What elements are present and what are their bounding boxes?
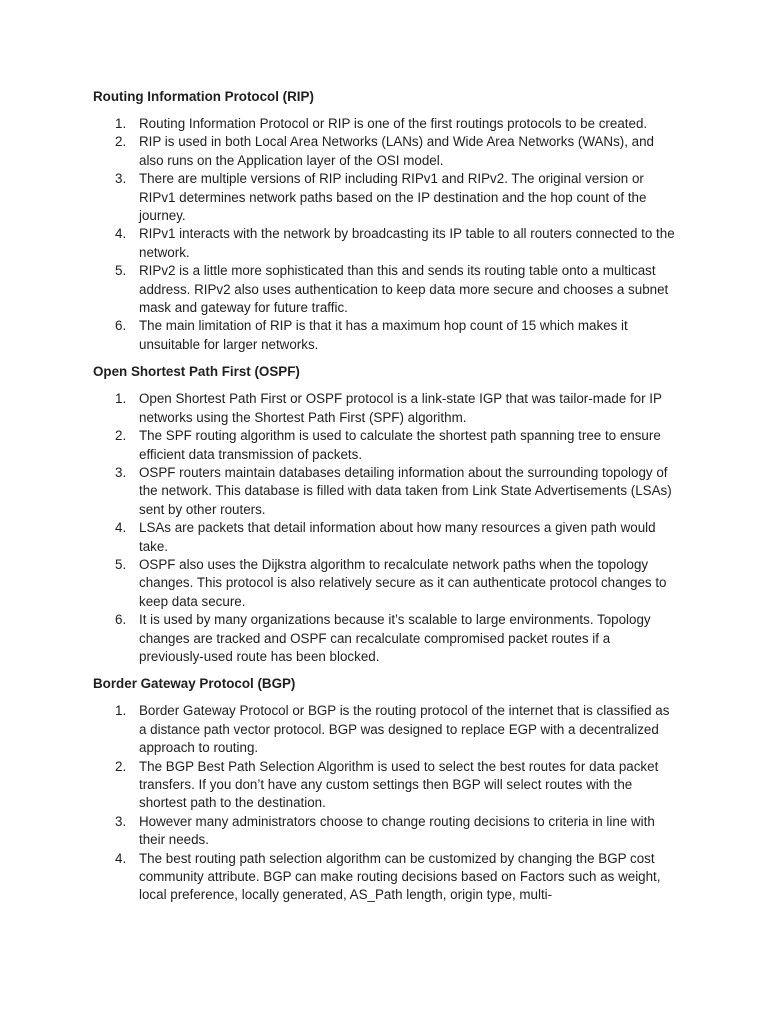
list-number: 2. <box>115 758 127 774</box>
list-item <box>93 262 678 317</box>
list-item <box>93 225 678 262</box>
list-item-text: The best routing path selection algorithm can be customized by changing the BGP cost community attribute. BGP can make routing decisions based on Factors such as weight, local preference, locally generated, AS_Path length, origin type, multi- <box>139 850 661 903</box>
list-item <box>93 519 678 556</box>
list-item-text: OSPF routers maintain databases detailing information about the surrounding topology of the network. This database is filled with data taken from Link State Advertisements (LSAs) sent by other routers. <box>139 464 672 517</box>
list-item-text: Open Shortest Path First or OSPF protocol is a link-state IGP that was tailor-made for IP networks using the Shortest Path First (SPF) algorithm. <box>139 391 662 425</box>
list-item <box>93 850 678 905</box>
section-bgp <box>93 675 678 904</box>
list-item-text: Routing Information Protocol or RIP is one of the first routings protocols to be created. <box>139 116 648 131</box>
list-number: 1. <box>115 703 127 719</box>
section-title: Open Shortest Path First (OSPF) <box>93 364 300 380</box>
list-number: 4. <box>115 226 127 242</box>
list-item-text: The BGP Best Path Selection Algorithm is used to select the best routes for data packet transfers. If you don’t have any custom settings then BGP will select routes with the shortest path to the destination. <box>139 758 659 811</box>
list-item-text: The main limitation of RIP is that it has a maximum hop count of 15 which makes it unsuitable for larger networks. <box>139 318 628 352</box>
list-item <box>93 170 678 225</box>
list-number: 3. <box>115 171 127 187</box>
list-number: 1. <box>115 116 127 131</box>
list-number: 5. <box>115 263 127 279</box>
list-item <box>93 702 678 757</box>
list-number: 6. <box>115 612 127 628</box>
list-item <box>93 317 678 354</box>
list-item-text: The SPF routing algorithm is used to calculate the shortest path spanning tree to ensure efficient data transmission of packets. <box>139 428 661 462</box>
list-item-text: RIPv2 is a little more sophisticated than this and sends its routing table onto a multicast address. RIPv2 also uses authentication to keep data more secure and chooses a subnet mask and gateway for future traffic. <box>139 263 669 316</box>
list-item <box>93 813 678 850</box>
numbered-list <box>93 702 678 904</box>
list-item <box>93 464 678 519</box>
list-number: 3. <box>115 813 127 829</box>
list-item-text: Border Gateway Protocol or BGP is the routing protocol of the internet that is classified as a distance path vector protocol. BGP was designed to replace EGP with a decentralized approach to routing. <box>139 703 670 756</box>
list-item <box>93 758 678 813</box>
list-number: 2. <box>115 134 127 150</box>
list-item-text: There are multiple versions of RIP including RIPv1 and RIPv2. The original version or RIPv1 determines network paths based on the IP destination and the hop count of the journey. <box>139 171 647 224</box>
list-number: 1. <box>115 391 127 407</box>
list-number: 2. <box>115 428 127 444</box>
section-rip <box>93 88 678 354</box>
list-number: 6. <box>115 318 127 334</box>
list-item <box>93 427 678 464</box>
list-number: 4. <box>115 520 127 536</box>
list-number: 3. <box>115 464 127 480</box>
list-item <box>93 611 678 666</box>
section-title: Routing Information Protocol (RIP) <box>93 89 314 104</box>
list-item <box>93 133 678 170</box>
numbered-list <box>93 390 678 666</box>
list-item-text: It is used by many organizations because it’s scalable to large environments. Topology changes are tracked and OSPF can recalculate compromised packet routes if a previously-used route has been blocked. <box>139 612 651 664</box>
list-item-text: RIP is used in both Local Area Networks (LANs) and Wide Area Networks (WANs), and also runs on the Application layer of the OSI model. <box>139 134 655 168</box>
numbered-list <box>93 115 678 354</box>
document-page <box>93 88 678 914</box>
section-title: Border Gateway Protocol (BGP) <box>93 676 296 692</box>
list-item <box>93 556 678 611</box>
list-item-text: RIPv1 interacts with the network by broadcasting its IP table to all routers connected to the network. <box>139 226 675 260</box>
list-item-text: OSPF also uses the Dijkstra algorithm to recalculate network paths when the topology changes. This protocol is also relatively secure as it can authenticate protocol changes to keep data secure. <box>139 556 667 609</box>
list-item <box>93 390 678 427</box>
section-ospf <box>93 363 678 666</box>
list-item <box>93 115 678 133</box>
list-number: 5. <box>115 556 127 572</box>
list-item-text: However many administrators choose to change routing decisions to criteria in line with their needs. <box>139 813 655 848</box>
list-item-text: LSAs are packets that detail information about how many resources a given path would take. <box>139 520 656 554</box>
list-number: 4. <box>115 850 127 866</box>
